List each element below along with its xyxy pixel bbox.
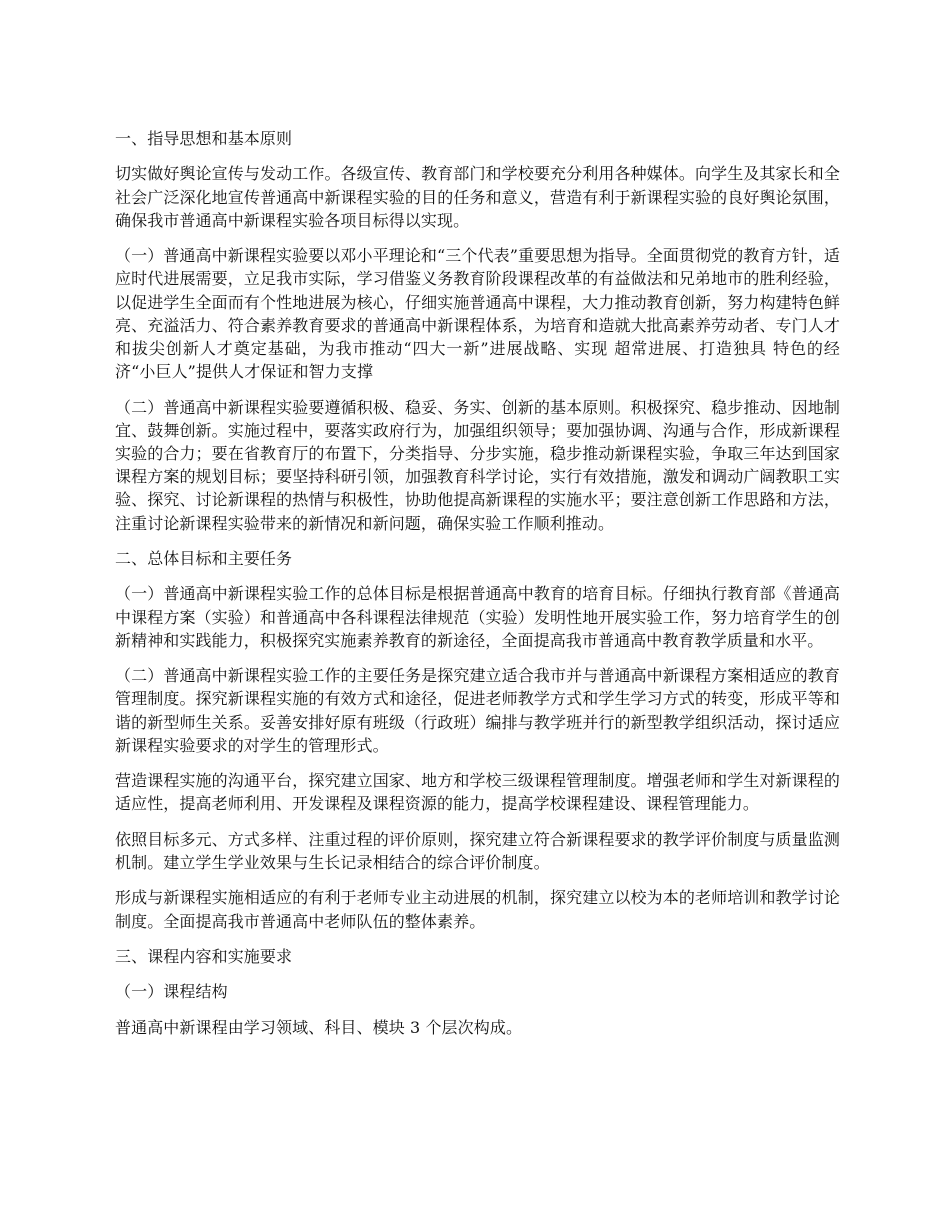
paragraph-evaluation: 依照目标多元、方式多样、注重过程的评价原则，探究建立符合新课程要求的教学评价制度与质量监测机制。建立学生学业效果与生长记录相结合的综合评价制度。	[115, 829, 840, 872]
paragraph-teacher-development: 形成与新课程实施相适应的有利于老师专业主动进展的机制，探究建立以校为本的老师培训和教学讨论制度。全面提高我市普通高中老师队伍的整体素养。	[115, 888, 840, 931]
section-heading-curriculum: 三、课程内容和实施要求	[115, 946, 293, 966]
paragraph-main-tasks: （二）普通高中新课程实验工作的主要任务是探究建立适合我市并与普通高中新课程方案相适应的教育管理制度。探究新课程实施的有效方式和途径，促进老师教学方式和学生学习方式的转变，形成平等和谐的新型师生关系。妥善安排好原有班级（行政班）编排与教学班并行的新型教学组织活动，探讨适应新课程实验要求的对学生的管理形式。	[115, 666, 840, 755]
paragraph-guiding-theory: （一）普通高中新课程实验要以邓小平理论和“三个代表”重要思想为指导。全面贯彻党的教育方针，适应时代进展需要，立足我市实际，学习借鉴义务教育阶段课程改革的有益做法和兄弟地市的胜利经验，以促进学生全面而有个性地进展为核心，仔细实施普通高中课程，大力推动教育创新，努力构建特色鲜亮、充溢活力、符合素养教育要求的普通高中新课程体系，为培育和造就大批高素养劳动者、专门人才和拔尖创新人才奠定基础，为我市推动“四大一新”进展战略、实现 超常进展、打造独具 特色的经济“小巨人”提供人才保证和智力支撑	[115, 246, 840, 382]
paragraph-publicity: 切实做好舆论宣传与发动工作。各级宣传、教育部门和学校要充分利用各种媒体。向学生及其家长和全社会广泛深化地宣传普通高中新课程实验的目的任务和意义，营造有利于新课程实验的良好舆论氛围，确保我市普通高中新课程实验各项目标得以实现。	[115, 164, 840, 230]
paragraph-structure: 普通高中新课程由学习领域、科目、模块 3 个层次构成。	[115, 1017, 523, 1037]
paragraph-basic-principles: （二）普通高中新课程实验要遵循积极、稳妥、务实、创新的基本原则。积极探究、稳步推动、因地制宜、鼓舞创新。实施过程中，要落实政府行为，加强组织领导；要加强协调、沟通与合作，形成新课程实验的合力；要在省教育厅的布置下，分类指导、分步实施，稳步推动新课程实验，争取三年达到国家课程方案的规划目标；要坚持科研引领，加强教育科学讨论，实行有效措施，激发和调动广阔教职工实验、探究、讨论新课程的热情与积极性，协助他提高新课程的实施水平；要注意创新工作思路和方法，注重讨论新课程实验带来的新情况和新问题，确保实验工作顺利推动。	[115, 397, 840, 533]
section-heading-guiding-principles: 一、指导思想和基本原则	[115, 129, 293, 148]
paragraph-communication-platform: 营造课程实施的沟通平台，探究建立国家、地方和学校三级课程管理制度。增强老师和学生对新课程的适应性，提高老师利用、开发课程及课程资源的能力，提高学校课程建设、课程管理能力。	[115, 771, 840, 814]
subsection-heading-structure: （一）课程结构	[115, 982, 228, 1002]
section-heading-goals-tasks: 二、总体目标和主要任务	[115, 549, 293, 568]
document-page	[115, 127, 840, 1051]
paragraph-overall-goal: （一）普通高中新课程实验工作的总体目标是根据普通高中教育的培育目标。仔细执行教育部《普通高中课程方案（实验）和普通高中各科课程法律规范（实验）发明性地开展实验工作，努力培育学生的创新精神和实践能力，积极探究实施素养教育的新途径，全面提高我市普通高中教育教学质量和水平。	[115, 584, 840, 650]
